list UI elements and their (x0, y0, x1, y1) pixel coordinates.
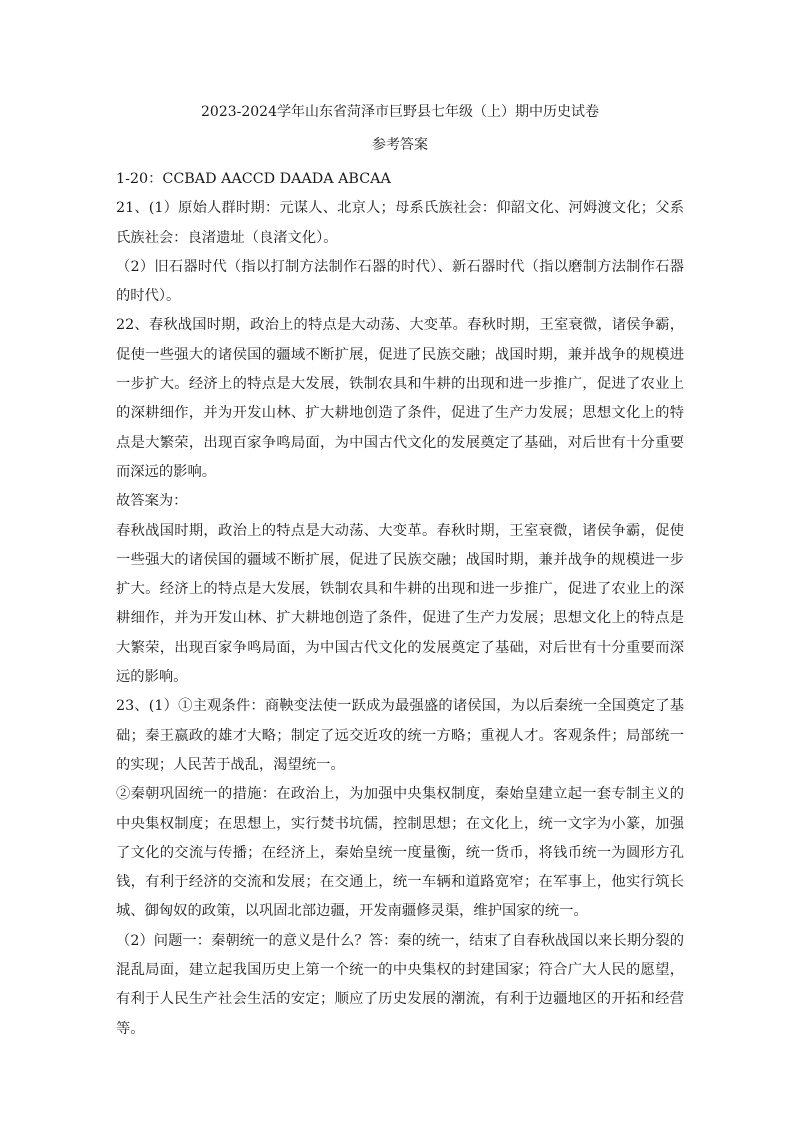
answer-22-label: 故答案为： (116, 493, 188, 510)
answer-22: 22、春秋战国时期，政治上的特点是大动荡、大变革。春秋时期，王室衰微，诸侯争霸，促使一些强大的诸侯国的疆域不断扩展，促进了民族交融；战国时期，兼并战争的规模进一步扩大。经济上的特点是大发展，铁制农具和牛耕的出现和进一步推广，促进了农业上的深耕细作，并为开发山林、扩大耕地创造了条件，促进了生产力发展；思想文化上的特点是大繁荣，出现百家争鸣局面，为中国古代文化的发展奠定了基础，对后世有十分重要而深远的影响。 (116, 317, 684, 480)
answer-21-part-1: 21、(1）原始人群时期：元谋人、北京人；母系氏族社会：仰韶文化、河姆渡文化；父系氏族社会：良渚遗址（良渚文化）。 (116, 200, 684, 246)
document-page (116, 102, 684, 1044)
document-title: 2023-2024学年山东省菏泽市巨野县七年级（上）期中历史试卷 (201, 104, 599, 120)
answer-21-part-2: （2）旧石器时代（指以打制方法制作石器的时代）、新石器时代（指以磨制方法制作石器的时代）。 (116, 258, 684, 305)
answer-23-part-1-measures: ②秦朝巩固统一的措施：在政治上，为加强中央集权制度，秦始皇建立起一套专制主义的中央集权制度；在思想上，实行焚书坑儒，控制思想；在文化上，统一文字为小篆，加强了文化的交流与传播；在经济上，秦始皇统一度量衡，统一货币，将钱币统一为圆形方孔钱，有利于经济的交流和发展；在交通上，统一车辆和道路宽窄；在军事上，他实行筑长城、御匈奴的政策，以巩固北部边疆，开发南疆修灵渠，维护国家的统一。 (116, 786, 684, 920)
answer-23-part-2: （2）问题一：秦朝统一的意义是什么？答：秦的统一，结束了自春秋战国以来长期分裂的混乱局面，建立起我国历史上第一个统一的中央集权的封建国家；符合广大人民的愿望，有利于人民生产社会生活的安定；顺应了历史发展的潮流，有利于边疆地区的开拓和经营等。 (116, 932, 684, 1037)
answer-body (116, 165, 684, 1044)
answer-choice-key: 1-20：CCBAD AACCD DAADA ABCAA (116, 171, 391, 187)
document-subtitle: 参考答案 (372, 137, 428, 153)
answer-23-part-1: 23、(1）①主观条件：商鞅变法使一跃成为最强盛的诸侯国，为以后秦统一全国奠定了基础；秦王嬴政的雄才大略；制定了远交近攻的统一方略；重视人才。客观条件；局部统一的实现；人民苦于战乱，渴望统一。 (116, 698, 684, 773)
answer-22-repeat: 春秋战国时期，政治上的特点是大动荡、大变革。春秋时期，王室衰微，诸侯争霸，促使一些强大的诸侯国的疆域不断扩展，促进了民族交融；战国时期，兼并战争的规模进一步扩大。经济上的特点是大发展，铁制农具和牛耕的出现和进一步推广，促进了农业上的深耕细作，并为开发山林、扩大耕地创造了条件，促进了生产力发展；思想文化上的特点是大繁荣，出现百家争鸣局面，为中国古代文化的发展奠定了基础，对后世有十分重要而深远的影响。 (116, 522, 684, 686)
